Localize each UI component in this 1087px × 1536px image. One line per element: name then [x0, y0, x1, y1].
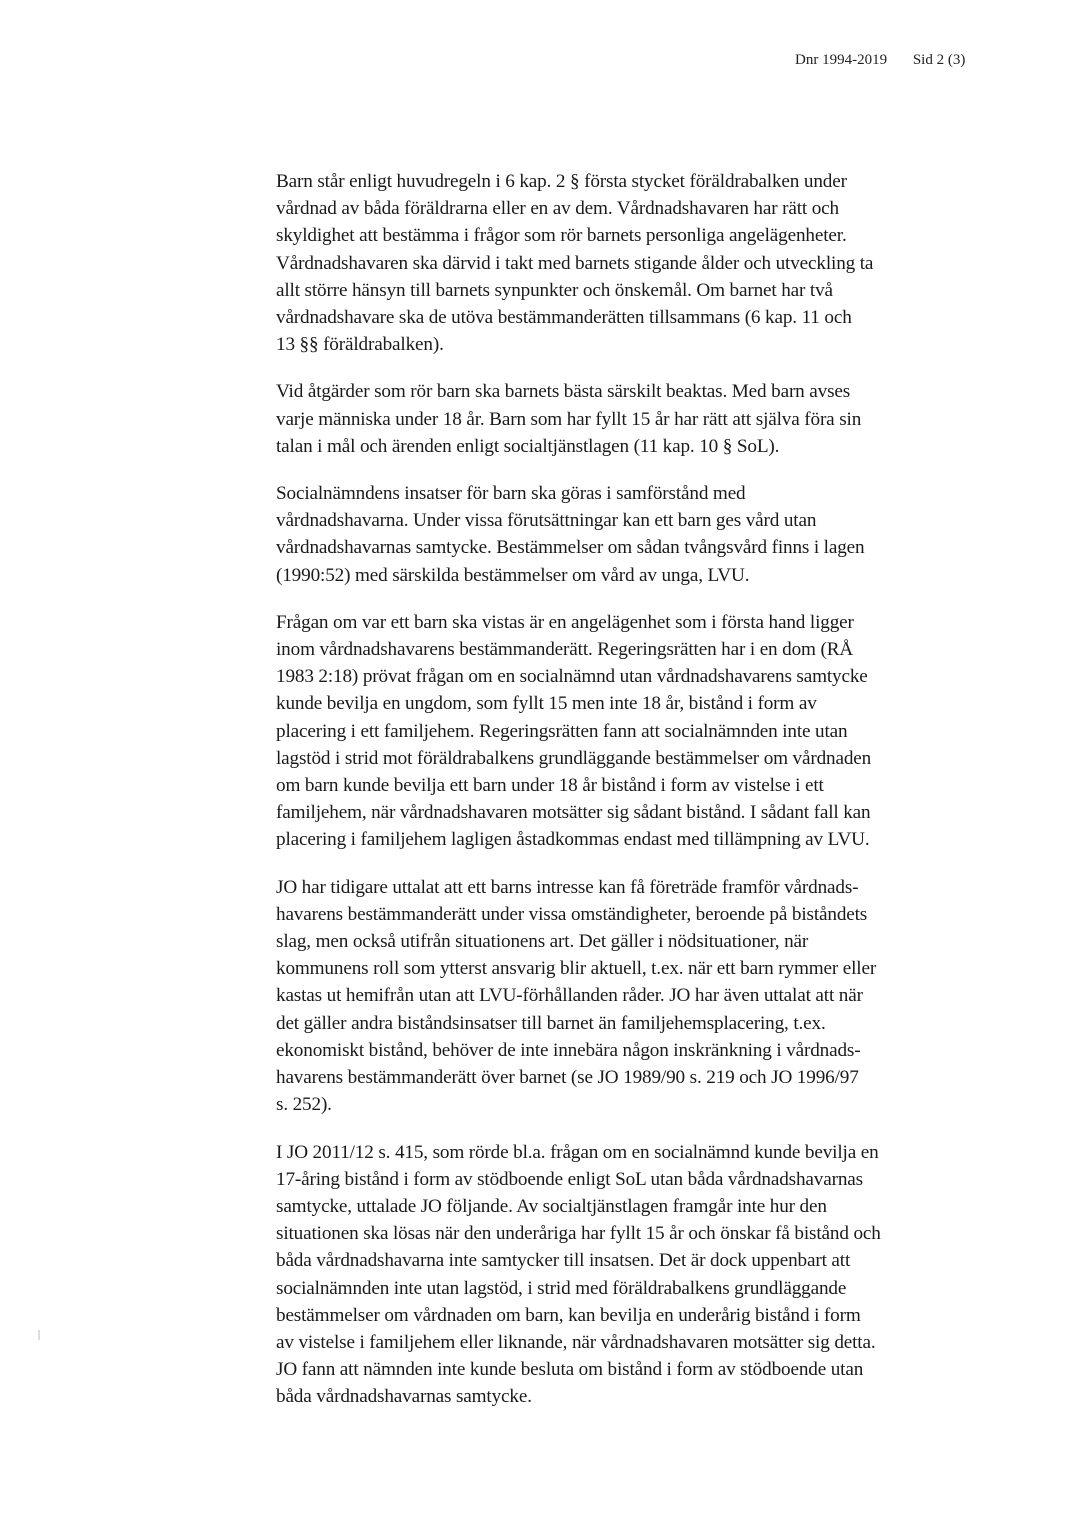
text-line: vårdnad av båda föräldrarna eller en av dem. Vårdnadshavaren har rätt och	[276, 198, 839, 220]
case-number: Dnr 1994-2019	[795, 52, 888, 68]
text-line: I JO 2011/12 s. 415, som rörde bl.a. frågan om en socialnämnd kunde bevilja en	[276, 1141, 879, 1163]
paragraph-jo-2011-case	[276, 1139, 956, 1411]
paragraph-custody-rules	[276, 168, 956, 358]
text-line: om barn kunde bevilja ett barn under 18 år bistånd i form av vistelse i ett	[276, 775, 824, 797]
text-line: JO har tidigare uttalat att ett barns intresse kan få företräde framför vårdnads-	[276, 876, 859, 898]
text-line: kommunens roll som ytterst ansvarig blir aktuell, t.ex. när ett barn rymmer eller	[276, 958, 877, 980]
text-line: varje människa under 18 år. Barn som har fyllt 15 år har rätt att själva föra sin	[276, 408, 862, 430]
paragraph-social-committee	[276, 480, 956, 589]
text-line: Frågan om var ett barn ska vistas är en angelägenhet som i första hand ligger	[276, 611, 854, 633]
text-line: s. 252).	[276, 1094, 332, 1116]
text-line: av vistelse i familjehem eller liknande, när vårdnadshavaren motsätter sig detta.	[276, 1331, 876, 1353]
text-line: JO fann att nämnden inte kunde besluta om bistånd i form av stödboende utan	[276, 1359, 864, 1381]
text-line: slag, men också utifrån situationens art. Det gäller i nödsituationer, när	[276, 931, 809, 953]
text-line: vårdnadshavarnas samtycke. Bestämmelser om sådan tvångsvård finns i lagen	[276, 537, 865, 559]
text-line: ekonomiskt bistånd, behöver de inte innebära någon inskränkning i vårdnads-	[276, 1039, 861, 1061]
text-line: talan i mål och ärenden enligt socialtjänstlagen (11 kap. 10 § SoL).	[276, 435, 780, 457]
text-line: 1983 2:18) prövat frågan om en socialnämnd utan vårdnadshavarens samtycke	[276, 666, 868, 688]
text-line: bestämmelser om vårdnaden om barn, kan bevilja en underårig bistånd i form	[276, 1304, 861, 1326]
text-line: Socialnämndens insatser för barn ska göras i samförstånd med	[276, 483, 746, 505]
document-body	[276, 168, 956, 1431]
paragraph-jo-statements	[276, 874, 956, 1119]
page-header	[795, 52, 965, 69]
page-number: Sid 2 (3)	[912, 52, 966, 68]
text-line: vårdnadshavarna. Under vissa förutsättningar kan ett barn ges vård utan	[276, 510, 817, 532]
text-line: (1990:52) med särskilda bestämmelser om vård av unga, LVU.	[276, 564, 750, 586]
text-line: båda vårdnadshavarna inte samtycker till insatsen. Det är dock uppenbart att	[276, 1250, 851, 1272]
text-line: kunde bevilja en ungdom, som fyllt 15 men inte 18 år, bistånd i form av	[276, 693, 817, 715]
text-line: Vid åtgärder som rör barn ska barnets bästa särskilt beaktas. Med barn avses	[276, 381, 851, 403]
text-line: havarens bestämmanderätt under vissa omständigheter, beroende på biståndets	[276, 903, 868, 925]
text-line: lagstöd i strid mot föräldrabalkens grundläggande bestämmelser om vårdnaden	[276, 747, 872, 769]
text-line: kastas ut hemifrån utan att LVU-förhållanden råder. JO har även uttalat att när	[276, 985, 863, 1007]
text-line: 17-åring bistånd i form av stödboende enligt SoL utan båda vårdnadshavarnas	[276, 1168, 863, 1190]
text-line: 13 §§ föräldrabalken).	[276, 334, 444, 356]
text-line: Barn står enligt huvudregeln i 6 kap. 2 § första stycket föräldrabalken under	[276, 171, 847, 192]
text-line: det gäller andra biståndsinsatser till barnet än familjehemsplacering, t.ex.	[276, 1012, 826, 1034]
text-line: skyldighet att bestämma i frågor som rör barnets personliga angelägenheter.	[276, 225, 847, 247]
text-line: socialnämnden inte utan lagstöd, i strid med föräldrabalkens grundläggande	[276, 1277, 847, 1299]
paragraph-child-best-interest	[276, 378, 956, 460]
text-line: havarens bestämmanderätt över barnet (se JO 1989/90 s. 219 och JO 1996/97	[276, 1067, 859, 1089]
scan-artifact	[38, 1330, 40, 1340]
text-line: båda vårdnadshavarnas samtycke.	[276, 1386, 532, 1408]
text-line: familjehem, när vårdnadshavaren motsätter sig sådant bistånd. I sådant fall kan	[276, 802, 871, 824]
text-line: situationen ska lösas när den underåriga har fyllt 15 år och önskar få bistånd och	[276, 1223, 881, 1245]
text-line: placering i familjehem lagligen åstadkommas endast med tillämpning av LVU.	[276, 829, 870, 851]
text-line: vårdnadshavare ska de utöva bestämmanderätten tillsammans (6 kap. 11 och	[276, 307, 852, 329]
text-line: Vårdnadshavaren ska därvid i takt med barnets stigande ålder och utveckling ta	[276, 252, 874, 274]
text-line: placering i ett familjehem. Regeringsrätten fann att socialnämnden inte utan	[276, 720, 848, 742]
text-line: inom vårdnadshavarens bestämmanderätt. Regeringsrätten har i en dom (RÅ	[276, 639, 854, 661]
paragraph-court-ruling	[276, 609, 956, 854]
text-line: allt större hänsyn till barnets synpunkter och önskemål. Om barnet har två	[276, 279, 833, 301]
text-line: samtycke, uttalade JO följande. Av socialtjänstlagen framgår inte hur den	[276, 1195, 827, 1217]
